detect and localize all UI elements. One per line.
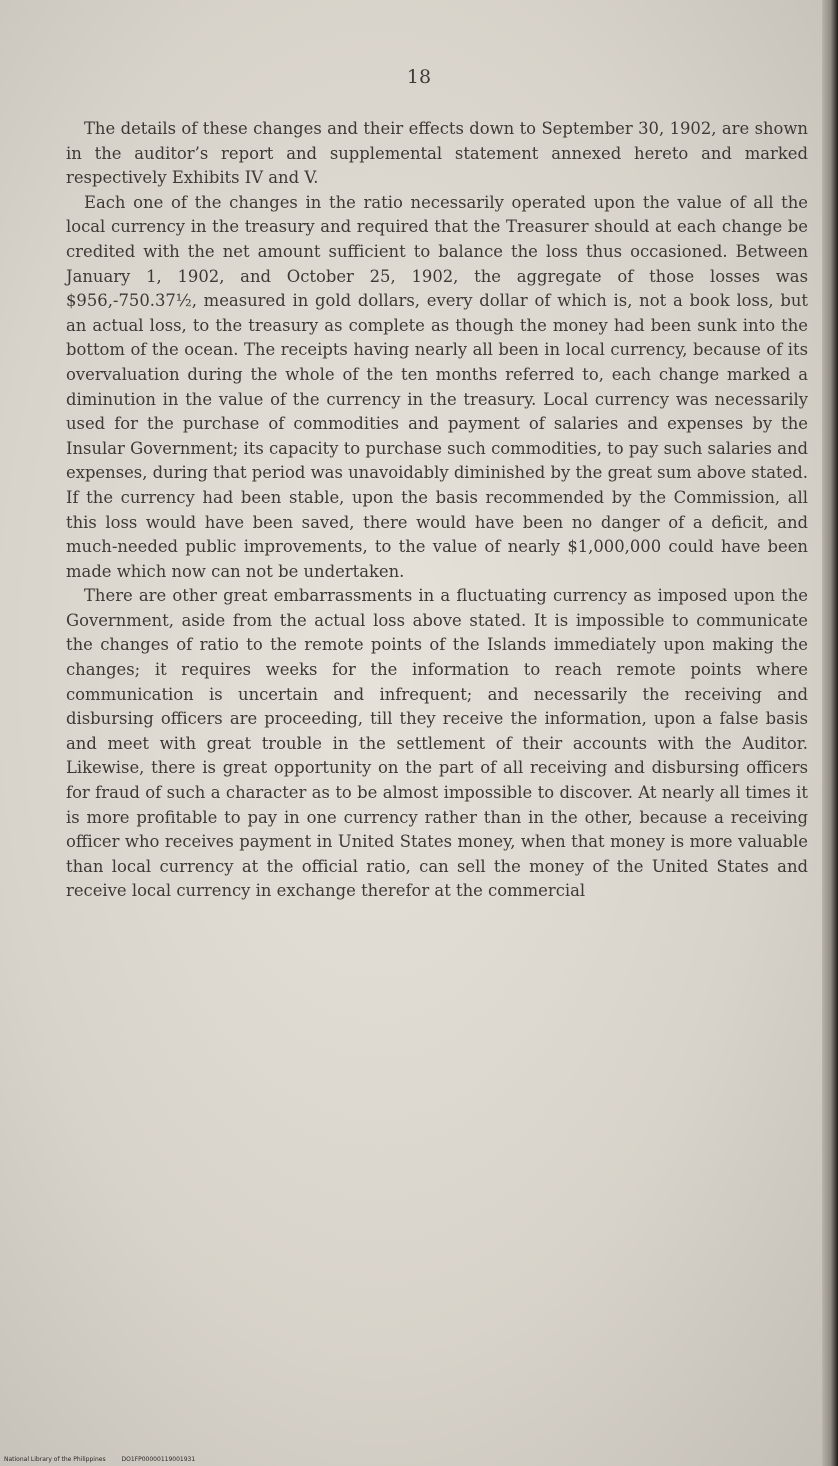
body-text (66, 117, 808, 904)
paragraph-2: Each one of the changes in the ratio necessarily operated upon the value of all the local currency in the treasury and required that the Treasurer should at each change be credited with the net amount sufficient to balance the loss thus occasioned. Between January 1, 1902, and October 25, 1902, the aggregate of those losses was $956,-750.37½, measured in gold dollars, every dollar of which is, not a book loss, but an actual loss, to the treasury as complete as though the money had been sunk into the bottom of the ocean. The receipts having nearly all been in local currency, because of its overvaluation during the whole of the ten months referred to, each change marked a diminution in the value of the currency in the treasury. Local currency was necessarily used for the purchase of commodities and payment of salaries and expenses by the Insular Government; its capacity to purchase such commodities, to pay such salaries and expenses, during that period was unavoidably diminished by the great sum above stated. If the currency had been stable, upon the basis recommended by the Commission, all this loss would have been saved, there would have been no danger of a deficit, and much-needed public improvements, to the value of nearly $1,000,000 could have been made which now can not be undertaken. (66, 192, 808, 581)
page-edge-shadow (822, 0, 838, 1466)
paragraph-1: The details of these changes and their effects down to September 30, 1902, are shown in the auditor’s report and supplemental statement annexed hereto and marked respectively Exhibits IV and V. (66, 119, 808, 188)
scan-footer (4, 1456, 209, 1463)
page-number: 18 (406, 66, 432, 88)
paragraph-3: There are other great embarrassments in a fluctuating currency as imposed upon the Government, aside from the actual loss above stated. It is impossible to communicate the changes of ratio to the remote points of the Islands immediately upon making the changes; it requires weeks for the information to reach remote points where communication is uncertain and infrequent; and necessarily the receiving and disbursing officers are proceeding, till they receive the information, upon a false basis and meet with great trouble in the settlement of their accounts with the Auditor. Likewise, there is great opportunity on the part of all receiving and disbursing officers for fraud of such a character as to be almost impossible to discover. At nearly all times it is more profitable to pay in one currency rather than in the other, because a receiving officer who receives payment in United States money, when that money is more valuable than local currency at the official ratio, can sell the money of the United States and receive local currency in exchange therefor at the commercial (66, 586, 808, 901)
footer-code: DO1FP00000119001931 (121, 1456, 196, 1463)
footer-library: National Library of the Philippines (4, 1456, 106, 1463)
